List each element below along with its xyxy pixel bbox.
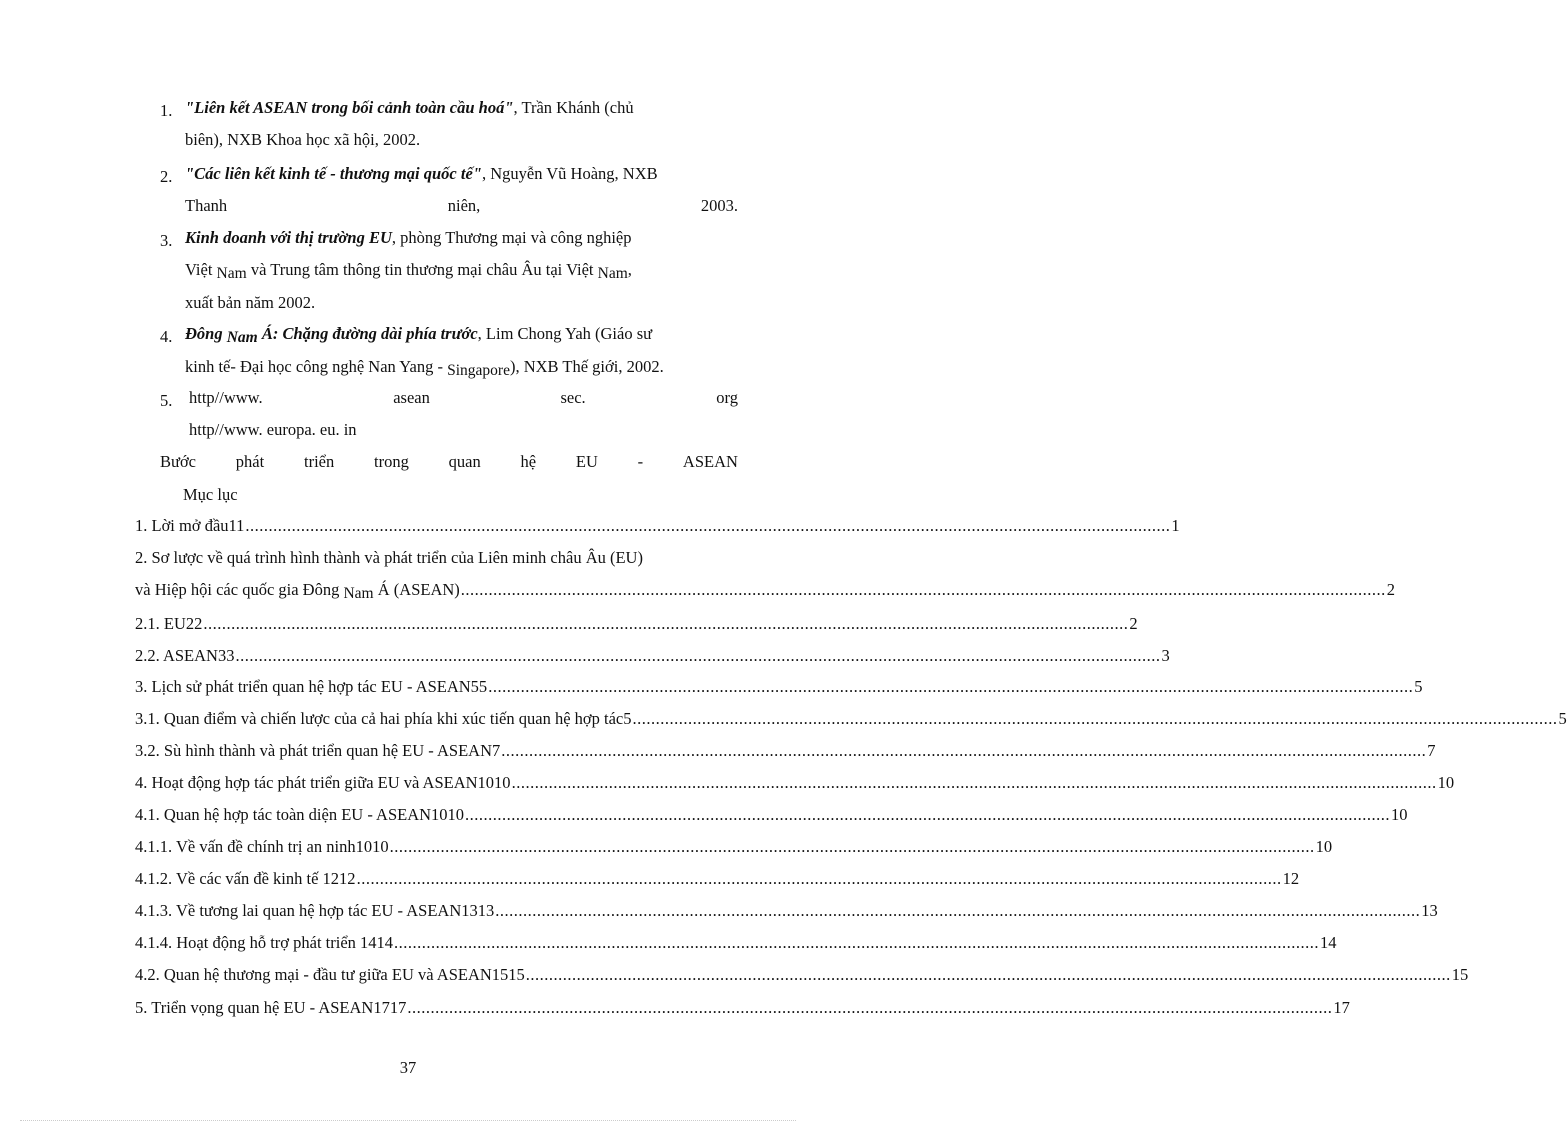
toc-page: 10 — [1391, 805, 1408, 824]
toc-leader: ........................................................................................................................................................................................................ — [465, 805, 1391, 824]
toc-leader: ........................................................................................................................................................................................................ — [525, 965, 1451, 984]
toc-page: 1 — [1171, 516, 1180, 535]
reference-item — [160, 382, 738, 446]
toc-entry[interactable]: 1. Lời mở đầu11 ........................................................................................................................................................................................................ 1 — [135, 516, 1180, 535]
reference-item: 4. Đông Nam Á: Chặng đường dài phía trước, Lim Chong Yah (Giáo sư kinh tế- Đại học công nghệ Nan Yang - Singapore), NXB Thế giới, 2002. — [160, 318, 738, 384]
toc-entry[interactable]: 4.1. Quan hệ hợp tác toàn diện EU - ASEAN1010 ........................................................................................................................................................................................................ 10 — [135, 805, 1408, 824]
toc-leader: ........................................................................................................................................................................................................ — [511, 773, 1437, 792]
toc-page: 17 — [1333, 998, 1350, 1017]
reference-line: http//www. europa. eu. in — [189, 420, 357, 439]
reference-number: 3. — [160, 231, 173, 250]
reference-title: "Liên kết ASEAN trong bối cảnh toàn cầu hoá" — [185, 98, 514, 117]
toc-page: 14 — [1320, 933, 1337, 952]
toc-leader: ........................................................................................................................................................................................................ — [245, 516, 1171, 535]
toc-leader: ........................................................................................................................................................................................................ — [495, 901, 1421, 920]
toc-page: 5 — [1414, 677, 1423, 696]
reference-number: 4. — [160, 327, 173, 346]
page-number: 37 — [399, 1058, 417, 1077]
toc-leader: ........................................................................................................................................................................................................ — [203, 614, 1129, 633]
toc-entry[interactable]: 2.2. ASEAN33 ........................................................................................................................................................................................................ 3 — [135, 646, 1170, 665]
toc-leader: ........................................................................................................................................................................................................ — [389, 837, 1315, 856]
toc-entry[interactable]: 5. Triển vọng quan hệ EU - ASEAN1717 ........................................................................................................................................................................................................ 17 — [135, 998, 1350, 1017]
reference-item: 2. "Các liên kết kinh tế - thương mại quốc tế", Nguyễn Vũ Hoàng, NXB Thanh niên, 2003. — [160, 158, 738, 222]
toc-page: 10 — [1315, 837, 1333, 856]
reference-line: Việt Nam và Trung tâm thông tin thương mại châu Âu tại Việt Nam, — [185, 260, 632, 282]
reference-line: biên), NXB Khoa học xã hội, 2002. — [185, 130, 421, 149]
toc-page: 2 — [1129, 614, 1138, 633]
reference-title: Kinh doanh với thị trường EU — [185, 228, 392, 247]
reference-line: http//www. asean sec. org — [189, 388, 738, 407]
reference-number: 5. — [160, 391, 173, 410]
toc-page: 2 — [1386, 580, 1396, 599]
toc-page: 10 — [1437, 773, 1455, 792]
toc-entry[interactable]: 3.1. Quan điểm và chiến lược của cả hai phía khi xúc tiến quan hệ hợp tác5 ........................................................................................................................................................................................................ 5 — [135, 709, 1567, 728]
toc-page: 5 — [1558, 709, 1567, 728]
toc-entry[interactable]: 2.1. EU22 ........................................................................................................................................................................................................ 2 — [135, 614, 1138, 633]
toc-entry[interactable]: 4.1.2. Về các vấn đề kinh tế 1212 ........................................................................................................................................................................................................ 12 — [135, 869, 1300, 888]
reference-title: Đông Nam Á: Chặng đường dài phía trước — [185, 324, 478, 346]
toc-page: 15 — [1451, 965, 1469, 984]
toc-entry[interactable]: 4.1.4. Hoạt động hỗ trợ phát triển 1414 ........................................................................................................................................................................................................ 14 — [135, 933, 1337, 952]
section-heading: Bước phát triển trong quan hệ EU - ASEAN — [160, 452, 738, 471]
toc-page: 3 — [1161, 646, 1170, 665]
toc-entry[interactable]: 4. Hoạt động hợp tác phát triển giữa EU và ASEAN1010 ........................................................................................................................................................................................................ 10 — [135, 773, 1455, 792]
reference-line: kinh tế- Đại học công nghệ Nan Yang - Singapore), NXB Thế giới, 2002. — [185, 357, 664, 379]
toc-leader: ........................................................................................................................................................................................................ — [460, 580, 1386, 599]
reference-item: 3. Kinh doanh với thị trường EU, phòng Thương mại và công nghiệp Việt Nam và Trung tâm thông tin thương mại châu Âu tại Việt Nam, xuất bản năm 2002. — [160, 222, 738, 319]
toc-leader: ........................................................................................................................................................................................................ — [407, 998, 1333, 1017]
toc-leader: ........................................................................................................................................................................................................ — [632, 709, 1558, 728]
toc-entry[interactable]: 3.2. Sù hình thành và phát triển quan hệ EU - ASEAN7 ........................................................................................................................................................................................................ 7 — [135, 741, 1436, 760]
toc-leader: ........................................................................................................................................................................................................ — [501, 741, 1427, 760]
toc-entry[interactable]: 2. Sơ lược về quá trình hình thành và phát triển của Liên minh châu Âu (EU) và Hiệp hội các quốc gia Đông Nam Á (ASEAN) ........................................................................................................................................................................................................ 2 — [135, 542, 738, 606]
reference-item: 1. "Liên kết ASEAN trong bối cảnh toàn cầu hoá", Trần Khánh (chủ biên), NXB Khoa học xã hội, 2002. — [160, 92, 738, 156]
toc-page: 13 — [1421, 901, 1438, 920]
toc-page: 7 — [1427, 741, 1436, 760]
reference-line: xuất bản năm 2002. — [185, 293, 316, 312]
toc-entry[interactable]: 3. Lịch sử phát triển quan hệ hợp tác EU - ASEAN55 ........................................................................................................................................................................................................ 5 — [135, 677, 1423, 696]
toc-leader: ........................................................................................................................................................................................................ — [356, 869, 1282, 888]
reference-title: "Các liên kết kinh tế - thương mại quốc tế" — [185, 164, 482, 183]
reference-number: 1. — [160, 101, 173, 120]
toc-leader: ........................................................................................................................................................................................................ — [488, 677, 1414, 696]
page-edge-divider — [20, 1120, 796, 1121]
toc-leader: ........................................................................................................................................................................................................ — [235, 646, 1161, 665]
toc-entry[interactable]: 4.1.1. Về vấn đề chính trị an ninh1010 ........................................................................................................................................................................................................ 10 — [135, 837, 1333, 856]
reference-line: Thanh niên, 2003. — [185, 196, 738, 215]
reference-number: 2. — [160, 167, 173, 186]
toc-entry[interactable]: 4.1.3. Về tương lai quan hệ hợp tác EU - ASEAN1313 ........................................................................................................................................................................................................ 13 — [135, 901, 1438, 920]
toc-title: Mục lục — [183, 485, 238, 504]
toc-leader: ........................................................................................................................................................................................................ — [394, 933, 1320, 952]
toc-entry[interactable]: 4.2. Quan hệ thương mại - đầu tư giữa EU và ASEAN1515 ........................................................................................................................................................................................................ 15 — [135, 965, 1469, 984]
toc-page: 12 — [1282, 869, 1300, 888]
